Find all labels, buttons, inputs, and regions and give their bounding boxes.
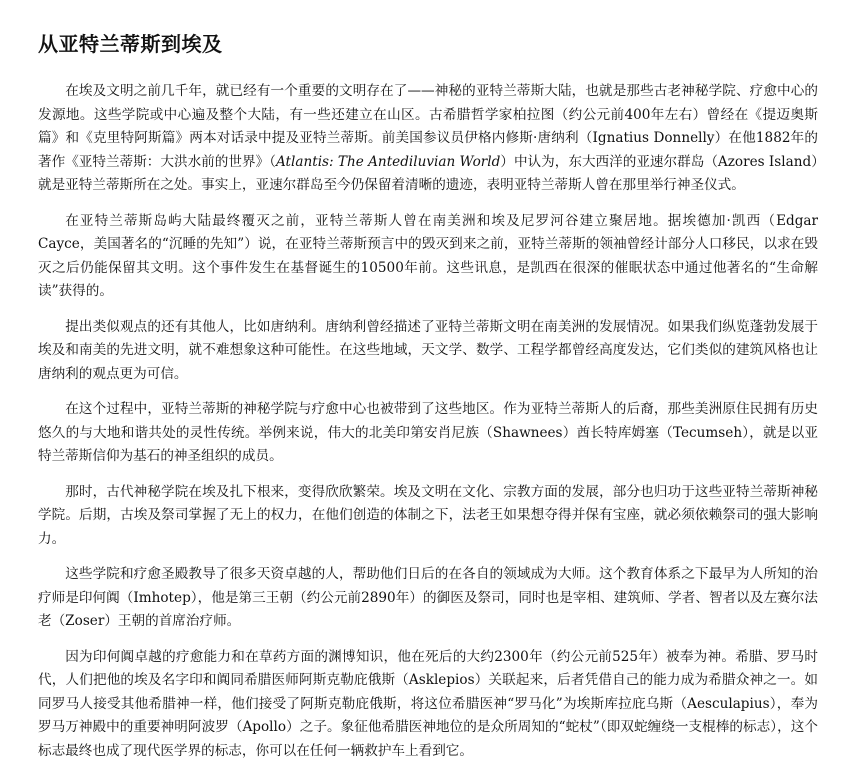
paragraph-1-text-before: 在埃及文明之前几千年，就已经有一个重要的文明存在了——神秘的亚特兰蒂斯大陆，也就是那些古老神秘学院、疗愈中心的发源地。这些学院或中心遍及整个大陆，有一些还建立在山区。古希腊哲学家柏拉图（约公元前400年左右）曾经在《提迈奥斯篇》和《克里特阿斯篇》两本对话录中提及亚特兰蒂斯。前美国参议员伊格内修斯·唐纳利（Ignatius Donnelly）在他1882年的著作《亚特兰蒂斯：大洪水前的世界》（ [38,83,818,170]
paragraph-3: 提出类似观点的还有其他人，比如唐纳利。唐纳利曾经描述了亚特兰蒂斯文明在南美洲的发展情况。如果我们纵览蓬勃发展于埃及和南美的先进文明，就不难想象这种可能性。在这些地域，天文学、数学、工程学都曾经高度发达，它们类似的建筑风格也让唐纳利的观点更为可信。 [38,318,818,382]
paragraph-1-book-title-italic: Atlantis: The Antediluvian World [275,153,501,170]
paragraph-6: 这些学院和疗愈圣殿教导了很多天资卓越的人，帮助他们日后的在各自的领域成为大师。这个教育体系之下最早为人所知的治疗师是印何阗（Imhotep），他是第三王朝（约公元前2890年）的御医及祭司，同时也是宰相、建筑师、学者、智者以及左赛尔法老（Zoser）王朝的首席治疗师。 [38,566,818,629]
paragraph-1-text-after: ）中认为，东大西洋的亚速尔群岛（Azores Island）就是亚特兰蒂斯所在之处。事实上，亚速尔群岛至今仍保留着清晰的遗迹，表明亚特兰蒂斯人曾在那里举行神圣仪式。 [38,153,818,193]
paragraph-1 [38,80,818,198]
paragraph-2: 在亚特兰蒂斯岛屿大陆最终覆灭之前，亚特兰蒂斯人曾在南美洲和埃及尼罗河谷建立聚居地。据埃德加·凯西（Edgar Cayce，美国著名的“沉睡的先知”）说，在亚特兰蒂斯预言中的毁灭到来之前，亚特兰蒂斯的领袖曾经计部分人口移民，以求在毁灭之后仍能保留其文明。这个事件发生在基督诞生的10500年前。这些讯息，是凯西在很深的催眠状态中通过他著名的“生命解读”获得的。 [38,212,818,299]
document-page [38,30,818,775]
paragraph-4: 在这个过程中，亚特兰蒂斯的神秘学院与疗愈中心也被带到了这些地区。作为亚特兰蒂斯人的后裔，那些美洲原住民拥有历史悠久的与大地和谐共处的灵性传统。举例来说，伟大的北美印第安肖尼族（Shawnees）酋长特库姆塞（Tecumseh），就是以亚特兰蒂斯信仰为基石的神圣组织的成员。 [38,401,818,464]
paragraph-7: 因为印何阗卓越的疗愈能力和在草药方面的渊博知识，他在死后的大约2300年（约公元前525年）被奉为神。希腊、罗马时代，人们把他的埃及名字印和阗同希腊医师阿斯克勒庇俄斯（Asklepios）关联起来，后者凭借自己的能力成为希腊众神之一。如同罗马人接受其他希腊神一样，他们接受了阿斯克勒庇俄斯，将这位希腊医神“罗马化”为埃斯库拉庇乌斯（Aesculapius），奉为罗马万神殿中的重要神明阿波罗（Apollo）之子。象征他希腊医神地位的是众所周知的“蛇杖”（即双蛇缠绕一支棍棒的标志），这个标志最终也成了现代医学界的标志，你可以在任何一辆救护车上看到它。 [38,648,818,759]
paragraph-5: 那时，古代神秘学院在埃及扎下根来，变得欣欣繁荣。埃及文明在文化、宗教方面的发展，部分也归功于这些亚特兰蒂斯神秘学院。后期，古埃及祭司掌握了无上的权力，在他们创造的体制之下，法老王如果想夺得并保有宝座，就必须依赖祭司的强大影响力。 [38,483,818,547]
page-title: 从亚特兰蒂斯到埃及 [38,32,223,56]
